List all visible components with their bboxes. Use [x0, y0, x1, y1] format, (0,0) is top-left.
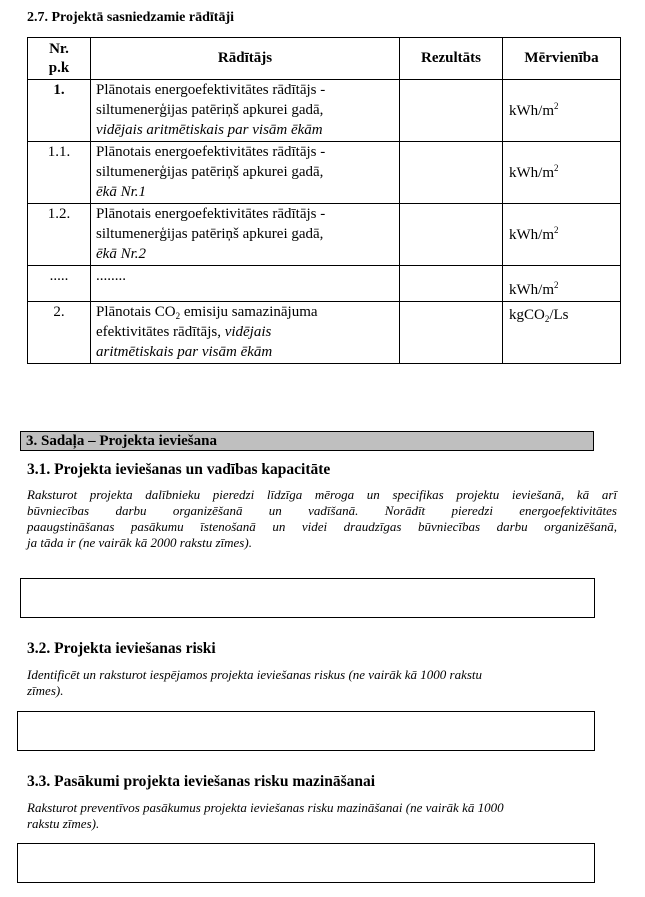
row-indicator	[91, 204, 400, 266]
indicator-line: efektivitātes rādītājs, vidējais	[96, 324, 272, 340]
section-3-3-title: 3.3. Pasākumi projekta ieviešanas risku mazināšanai	[27, 773, 376, 790]
row-nr: 1.	[28, 80, 91, 142]
row-nr: 1.1.	[28, 142, 91, 204]
section-3-3-instructions: Raksturot preventīvos pasākumus projekta ieviešanas risku mazināšanai (ne vairāk kā 1000 rakstu zīmes).	[27, 800, 504, 831]
table-row	[28, 204, 621, 266]
indicator-line: Plānotais energoefektivitātes rādītājs -	[96, 82, 326, 98]
indicator-line: siltumenerģijas patēriņš apkurei gadā,	[96, 102, 324, 118]
table-row	[28, 80, 621, 142]
row-indicator	[91, 80, 400, 142]
indicator-line: Plānotais energoefektivitātes rādītājs -	[96, 206, 326, 222]
unit-base: kWh/m	[509, 164, 554, 181]
indicator-line: vidējais aritmētiskais par visām ēkām	[96, 122, 323, 138]
row-nr: .....	[28, 266, 91, 302]
table-row	[28, 142, 621, 204]
unit-base: kWh/m	[509, 226, 554, 243]
indicator-line: Plānotais $CO_2$ emisiju samazinājuma	[96, 304, 318, 321]
row-unit	[503, 142, 621, 204]
row-unit: kgCO$_2$/Ls	[503, 302, 621, 364]
unit-base: kWh/m	[509, 282, 554, 298]
section-3-2-instructions: Identificēt un raksturot iespējamos projekta ieviešanas riskus (ne vairāk kā 1000 rakstu zīmes).	[27, 667, 483, 698]
row-nr: 2.	[28, 302, 91, 364]
section-3-3-input[interactable]	[17, 843, 595, 883]
row-result-cell[interactable]	[400, 302, 503, 364]
row-indicator	[91, 302, 400, 364]
header-result: Rezultāts	[400, 38, 503, 80]
row-nr: 1.2.	[28, 204, 91, 266]
unit-sup: 2	[554, 100, 559, 111]
indicator-line: siltumenerģijas patēriņš apkurei gadā,	[96, 164, 324, 180]
section-3-2-title: 3.2. Projekta ieviešanas riski	[27, 640, 216, 657]
indicator-line: Plānotais energoefektivitātes rādītājs -	[96, 144, 326, 160]
row-result-cell[interactable]	[400, 266, 503, 302]
row-result-cell[interactable]	[400, 142, 503, 204]
table-header-row	[28, 38, 621, 80]
indicator-line: siltumenerģijas patēriņš apkurei gadā,	[96, 226, 324, 242]
section-3-2-input[interactable]	[17, 711, 595, 751]
row-result-cell[interactable]	[400, 204, 503, 266]
indicator-line: ēkā Nr.2	[96, 246, 146, 262]
header-indicator: Rādītājs	[91, 38, 400, 80]
row-unit	[503, 80, 621, 142]
row-indicator	[91, 266, 400, 302]
unit-base: kWh/m	[509, 102, 554, 119]
indicators-table	[27, 37, 621, 364]
section-3-title-bar: 3. Sadaļa – Projekta ieviešana	[20, 431, 594, 451]
header-nr: Nr. p.k	[28, 38, 91, 80]
section-2-7-title: 2.7. Projektā sasniedzamie rādītāji	[27, 10, 234, 25]
header-unit: Mērvienība	[503, 38, 621, 80]
unit-sup: 2	[554, 224, 559, 235]
row-indicator	[91, 142, 400, 204]
indicator-line: ........	[96, 268, 126, 284]
row-unit	[503, 204, 621, 266]
row-result-cell[interactable]	[400, 80, 503, 142]
unit-sup: 2	[554, 280, 559, 290]
indicator-line: aritmētiskais par visām ēkām	[96, 344, 273, 360]
section-3-1-title: 3.1. Projekta ieviešanas un vadības kapacitāte	[27, 461, 331, 478]
table-row	[28, 302, 621, 364]
unit-sup: 2	[554, 162, 559, 173]
section-3-1-instructions: Raksturot projekta dalībnieku pieredzi līdzīga mēroga un specifikas projektu ieviešanā, kā arī būvniecības darbu organizēšanā un vadīšanā. Norādīt pieredzi energoefektivitātes paaugstināšanas pasākumu īstenošanā un videi draudzīgas būvniecības darbu organizēšanā, ja tāda ir (ne vairāk kā 2000 rakstu zīmes).	[27, 487, 617, 550]
row-unit	[503, 266, 621, 302]
section-3-1-input[interactable]	[20, 578, 595, 618]
indicator-line: ēkā Nr.1	[96, 184, 146, 200]
table-row	[28, 266, 621, 302]
